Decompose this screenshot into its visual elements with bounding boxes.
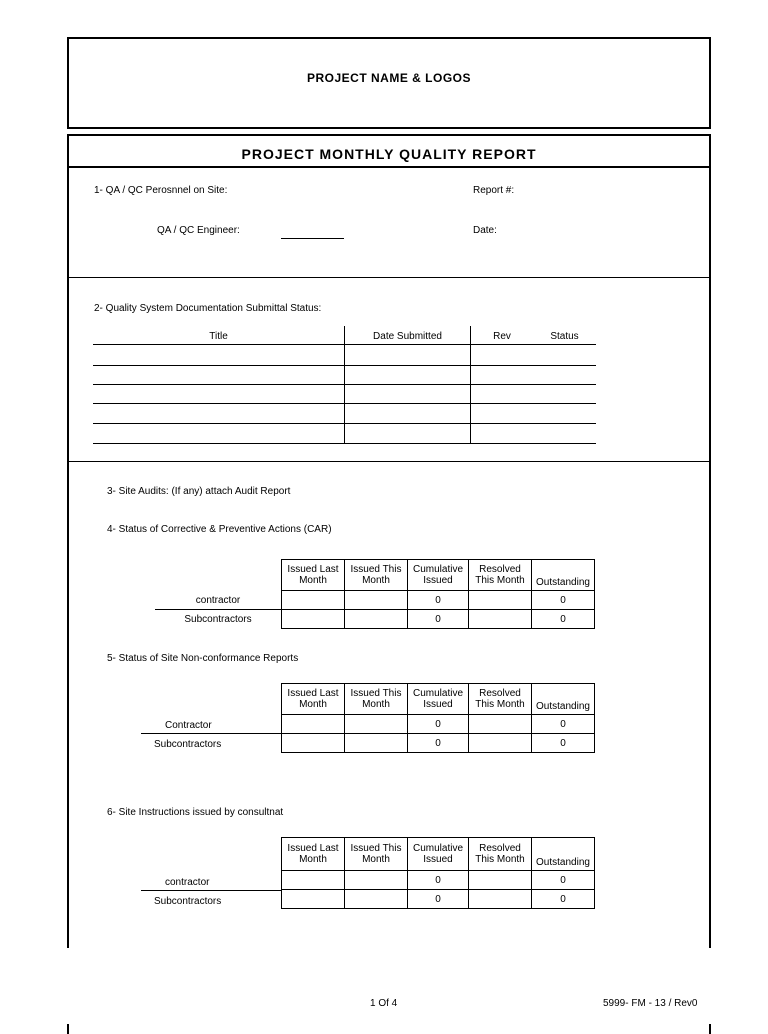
col-cumulative: Cumulative Issued xyxy=(408,560,469,591)
col-issued-last: Issued Last Month xyxy=(282,684,345,715)
cell[interactable] xyxy=(282,610,345,629)
col-outstanding: Outstanding xyxy=(532,560,595,591)
section4-label: 4- Status of Corrective & Preventive Actions (CAR) xyxy=(107,524,332,535)
engineer-label: QA / QC Engineer: xyxy=(157,225,240,236)
row-underline xyxy=(155,609,281,610)
cell[interactable] xyxy=(345,715,408,734)
cell[interactable] xyxy=(345,890,408,909)
cell-cumulative: 0 xyxy=(408,734,469,753)
cell-outstanding: 0 xyxy=(532,734,595,753)
cell-outstanding: 0 xyxy=(532,715,595,734)
cell[interactable] xyxy=(282,890,345,909)
report-number-label: Report #: xyxy=(473,185,515,196)
col-issued-this: Issued This Month xyxy=(345,838,408,871)
doc-col-status: Status xyxy=(550,331,579,342)
page-bottom-margin xyxy=(60,948,720,1024)
cell-cumulative: 0 xyxy=(408,890,469,909)
cell[interactable] xyxy=(469,734,532,753)
cell-cumulative: 0 xyxy=(408,871,469,890)
instructions-status-table xyxy=(281,837,595,909)
doc-table-row-line xyxy=(93,403,596,404)
col-cumulative: Cumulative Issued xyxy=(408,838,469,871)
cell[interactable] xyxy=(469,591,532,610)
engineer-field-line[interactable] xyxy=(281,238,344,239)
cell[interactable] xyxy=(282,734,345,753)
ncr-status-table xyxy=(281,683,595,753)
col-cumulative: Cumulative Issued xyxy=(408,684,469,715)
col-issued-this: Issued This Month xyxy=(345,684,408,715)
report-title: PROJECT MONTHLY QUALITY REPORT xyxy=(241,146,537,162)
row-label: Subcontractors xyxy=(154,896,222,907)
page-number: 1 Of 4 xyxy=(370,998,398,1009)
doc-table-row-line xyxy=(93,443,596,444)
cell[interactable] xyxy=(282,591,345,610)
doc-table-row-line xyxy=(93,365,596,366)
col-resolved: Resolved This Month xyxy=(469,560,532,591)
col-issued-last: Issued Last Month xyxy=(282,560,345,591)
cell[interactable] xyxy=(469,871,532,890)
row-label: contractor xyxy=(165,877,210,888)
row-label: contractor xyxy=(195,595,241,606)
col-outstanding: Outstanding xyxy=(532,838,595,871)
cell[interactable] xyxy=(469,715,532,734)
cell-cumulative: 0 xyxy=(408,610,469,629)
cell[interactable] xyxy=(469,610,532,629)
section5-label: 5- Status of Site Non-conformance Reports xyxy=(107,653,299,664)
cell[interactable] xyxy=(345,610,408,629)
section6-label: 6- Site Instructions issued by consultnat xyxy=(107,807,284,818)
row-underline xyxy=(141,890,281,891)
doc-table-row-line xyxy=(93,423,596,424)
cell[interactable] xyxy=(469,890,532,909)
doc-col-rev: Rev xyxy=(493,331,511,342)
col-issued-this: Issued This Month xyxy=(345,560,408,591)
col-outstanding: Outstanding xyxy=(532,684,595,715)
row-underline xyxy=(141,733,281,734)
cell-outstanding: 0 xyxy=(532,871,595,890)
col-issued-last: Issued Last Month xyxy=(282,838,345,871)
cell-outstanding: 0 xyxy=(532,591,595,610)
row-label: Contractor xyxy=(165,720,212,731)
car-status-table xyxy=(281,559,595,629)
date-label: Date: xyxy=(473,225,497,236)
col-resolved: Resolved This Month xyxy=(469,838,532,871)
cell[interactable] xyxy=(345,591,408,610)
row-label: Subcontractors xyxy=(184,614,252,625)
row-label: Subcontractors xyxy=(154,739,222,750)
col-resolved: Resolved This Month xyxy=(469,684,532,715)
section3-label: 3- Site Audits: (If any) attach Audit Report xyxy=(107,486,291,497)
form-code: 5999- FM - 13 / Rev0 xyxy=(603,998,698,1009)
section1-divider xyxy=(67,277,711,278)
cell-outstanding: 0 xyxy=(532,610,595,629)
cell-cumulative: 0 xyxy=(408,715,469,734)
title-divider xyxy=(67,166,711,168)
doc-col-title: Title xyxy=(209,331,228,342)
section2-divider xyxy=(67,461,711,462)
section2-label: 2- Quality System Documentation Submittal Status: xyxy=(94,303,322,314)
cell-cumulative: 0 xyxy=(408,591,469,610)
section1-label: 1- QA / QC Perosnnel on Site: xyxy=(94,185,228,196)
cell-outstanding: 0 xyxy=(532,890,595,909)
cell[interactable] xyxy=(282,871,345,890)
cell[interactable] xyxy=(345,871,408,890)
cell[interactable] xyxy=(282,715,345,734)
cell[interactable] xyxy=(345,734,408,753)
doc-table-row-line xyxy=(93,344,596,345)
doc-col-date: Date Submitted xyxy=(373,331,442,342)
header-title: PROJECT NAME & LOGOS xyxy=(306,71,471,85)
doc-table-row-line xyxy=(93,384,596,385)
